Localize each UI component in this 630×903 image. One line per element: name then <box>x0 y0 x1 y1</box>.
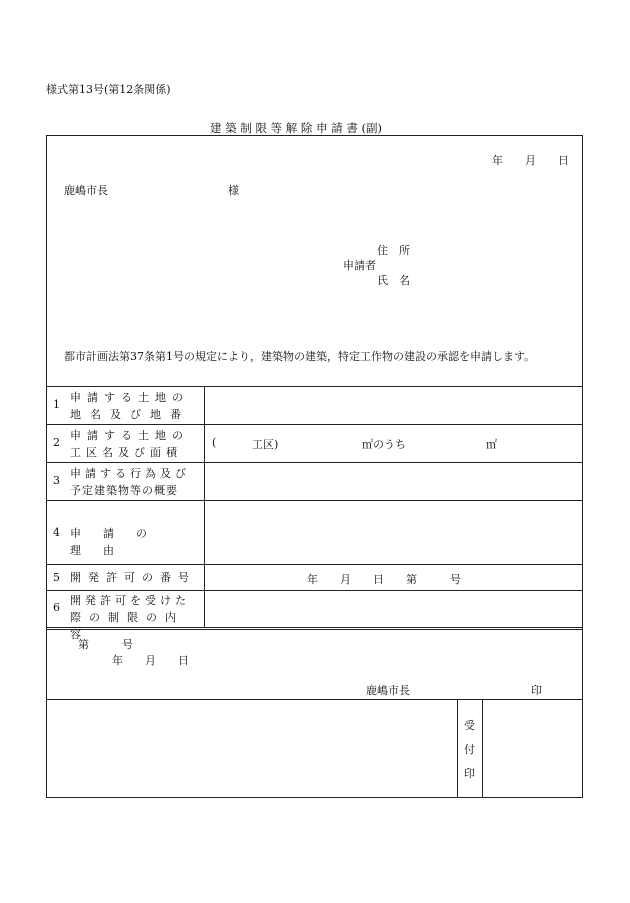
form-number: 様式第13号(第12条関係) <box>46 83 171 96</box>
row-number: 1 <box>53 398 60 411</box>
row-label-line <box>70 389 198 406</box>
row-label-line <box>70 592 198 609</box>
mayor-seal: 印 <box>531 684 542 697</box>
row-number: 3 <box>53 474 60 487</box>
receipt-divider-left <box>457 699 458 798</box>
row-label-line <box>70 444 198 461</box>
row-label-text: 開発許可の番号 <box>70 571 196 584</box>
form-title: 建 築 制 限 等 解 除 申 請 書 (副) <box>210 121 383 135</box>
row-divider <box>46 424 583 425</box>
application-date: 年 月 日 <box>492 154 569 167</box>
receipt-char: 付 <box>464 743 475 756</box>
row-label-text: 申請する行為及び <box>70 467 190 480</box>
row-label <box>70 465 198 499</box>
row-label <box>70 427 198 461</box>
row-label-text: 工区名及び面積 <box>70 446 182 459</box>
row-label-line <box>70 406 198 423</box>
row-label-line <box>70 427 198 444</box>
row-label-line <box>70 569 198 586</box>
row-label <box>70 389 198 423</box>
receipt-char: 印 <box>464 767 475 780</box>
row-label-text: 申請の理由 <box>70 527 169 557</box>
row-number: 4 <box>53 526 60 539</box>
row-label <box>70 569 198 586</box>
row-label-text: 予定建築物等の概要 <box>70 484 178 497</box>
address-label: 住 所 <box>377 244 410 257</box>
area-m2-of: ㎡のうち <box>362 438 406 451</box>
row-label-line <box>70 482 198 499</box>
approval-mayor: 鹿嶋市長 <box>366 684 410 697</box>
name-label: 氏 名 <box>377 274 410 287</box>
table-top-line <box>46 386 583 387</box>
row-label-text: 開発許可を受けた <box>70 594 190 607</box>
row-divider <box>46 462 583 463</box>
row-label <box>70 525 198 559</box>
row-label-text: 際の制限の内容 <box>70 611 184 641</box>
receipt-char: 受 <box>464 719 475 732</box>
receipt-stamp-area <box>482 699 582 797</box>
approval-number: 第 号 <box>78 638 133 651</box>
row-number: 2 <box>53 436 60 449</box>
row-label-text: 申請する土地の <box>70 429 189 442</box>
row-number: 5 <box>53 571 60 584</box>
row-label-text: 申請する土地の <box>70 391 189 404</box>
row-divider <box>46 590 583 591</box>
area-m2-unit: ㎡ <box>486 438 497 451</box>
application-statement: 都市計画法第37条第1号の規定により，建築物の建築，特定工作物の建設の承認を申請します。 <box>64 350 536 363</box>
addressee: 鹿嶋市長 <box>64 184 108 197</box>
area-ku-label: 工区) <box>252 438 279 451</box>
row-label-line <box>70 525 198 559</box>
honorific: 様 <box>228 184 239 197</box>
row-number: 6 <box>53 601 60 614</box>
applicant-label: 申請者 <box>343 259 376 272</box>
row-divider <box>46 500 583 501</box>
area-paren-open: ( <box>212 436 217 449</box>
row-divider <box>46 564 583 565</box>
column-divider <box>204 386 205 628</box>
approval-date: 年 月 日 <box>112 654 189 667</box>
row-label-line <box>70 465 198 482</box>
row-label-text: 地名及び地番 <box>70 408 190 421</box>
permit-number-value: 年 月 日 第 号 <box>307 573 461 586</box>
